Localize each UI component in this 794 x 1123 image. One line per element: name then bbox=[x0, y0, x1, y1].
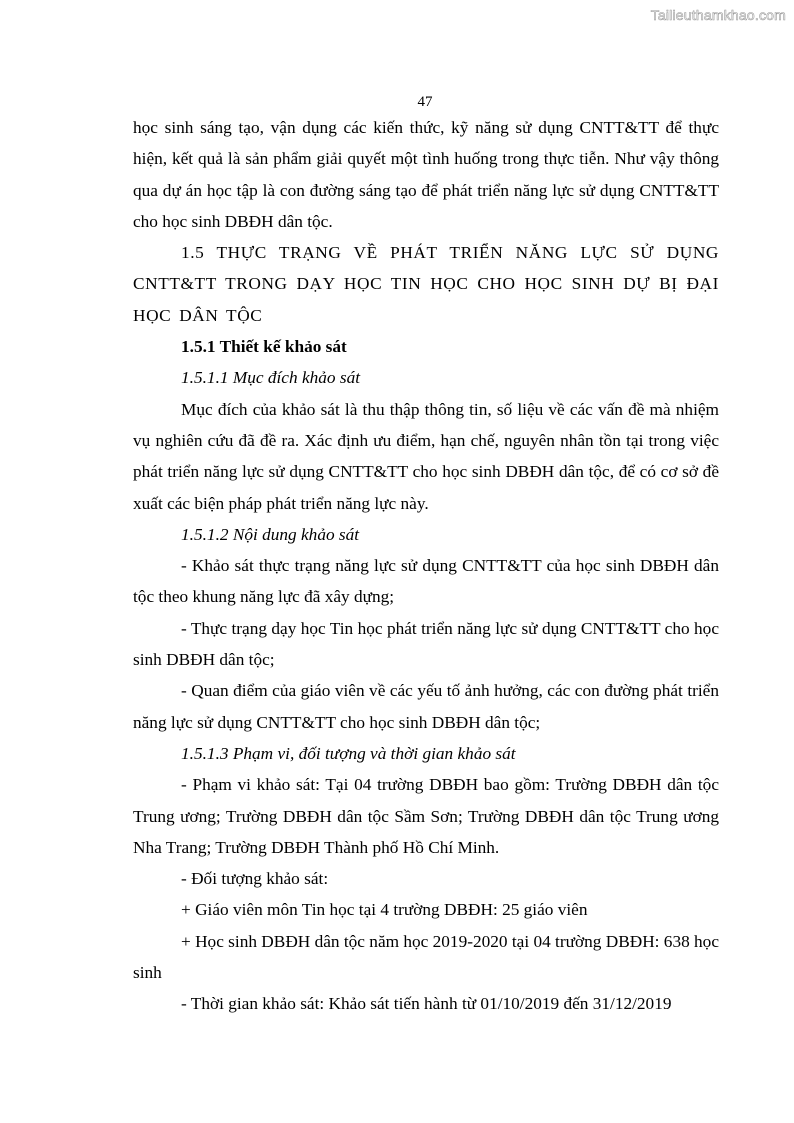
list-item-content-1: - Khảo sát thực trạng năng lực sử dụng CNTT&TT của học sinh DBĐH dân tộc theo khung năng lực đã xây dựng; bbox=[133, 556, 719, 607]
section-heading-1-5: 1.5 THỰC TRẠNG VỀ PHÁT TRIỂN NĂNG LỰC SỬ DỤNG CNTT&TT TRONG DẠY HỌC TIN HỌC CHO HỌC SINH DỰ BỊ ĐẠI HỌC DÂN TỘC bbox=[133, 243, 719, 325]
list-item-content-3: - Quan điểm của giáo viên về các yếu tố ảnh hưởng, các con đường phát triển năng lực sử dụng CNTT&TT cho học sinh DBĐH dân tộc; bbox=[133, 681, 719, 732]
list-item-subjects: - Đối tượng khảo sát: bbox=[181, 869, 329, 889]
paragraph-continuation: học sinh sáng tạo, vận dụng các kiến thức, kỹ năng sử dụng CNTT&TT để thực hiện, kết quả là sản phẩm giải quyết một tình huống trong thực tiễn. Như vậy thông qua dự án học tập là con đường sáng tạo để phát triển năng lực sử dụng CNTT&TT cho học sinh DBĐH dân tộc. bbox=[133, 118, 719, 231]
watermark: Tailieuthamkhao.com bbox=[650, 7, 786, 23]
page-number: 47 bbox=[417, 94, 433, 110]
list-item-teachers: + Giáo viên môn Tin học tại 4 trường DBĐH: 25 giáo viên bbox=[181, 900, 588, 920]
list-item-content-2: - Thực trạng dạy học Tin học phát triển năng lực sử dụng CNTT&TT cho học sinh DBĐH dân tộc; bbox=[133, 618, 719, 670]
list-item-scope: - Phạm vi khảo sát: Tại 04 trường DBĐH bao gồm: Trường DBĐH dân tộc Trung ương; Trường DBĐH dân tộc Sầm Sơn; Trường DBĐH dân tộc Trung ương Nha Trang; Trường DBĐH Thành phố Hồ Chí Minh. bbox=[133, 775, 719, 857]
subsection-heading-1-5-1: 1.5.1 Thiết kế khảo sát bbox=[181, 337, 347, 357]
subsubsection-heading-1-5-1-2: 1.5.1.2 Nội dung khảo sát bbox=[181, 524, 360, 544]
subsubsection-heading-1-5-1-1: 1.5.1.1 Mục đích khảo sát bbox=[181, 368, 361, 388]
document-body bbox=[133, 112, 719, 1020]
list-item-students: + Học sinh DBĐH dân tộc năm học 2019-2020 tại 04 trường DBĐH: 638 học sinh bbox=[133, 931, 719, 983]
list-item-time: - Thời gian khảo sát: Khảo sát tiến hành từ 01/10/2019 đến 31/12/2019 bbox=[181, 994, 672, 1014]
subsubsection-heading-1-5-1-3: 1.5.1.3 Phạm vi, đối tượng và thời gian khảo sát bbox=[181, 743, 516, 763]
paragraph-purpose: Mục đích của khảo sát là thu thập thông tin, số liệu về các vấn đề mà nhiệm vụ nghiên cứu đã đề ra. Xác định ưu điểm, hạn chế, nguyên nhân tồn tại trong việc phát triển năng lực sử dụng CNTT&TT cho học sinh DBĐH dân tộc, để có cơ sở đề xuất các biện pháp phát triển năng lực này. bbox=[133, 399, 719, 513]
